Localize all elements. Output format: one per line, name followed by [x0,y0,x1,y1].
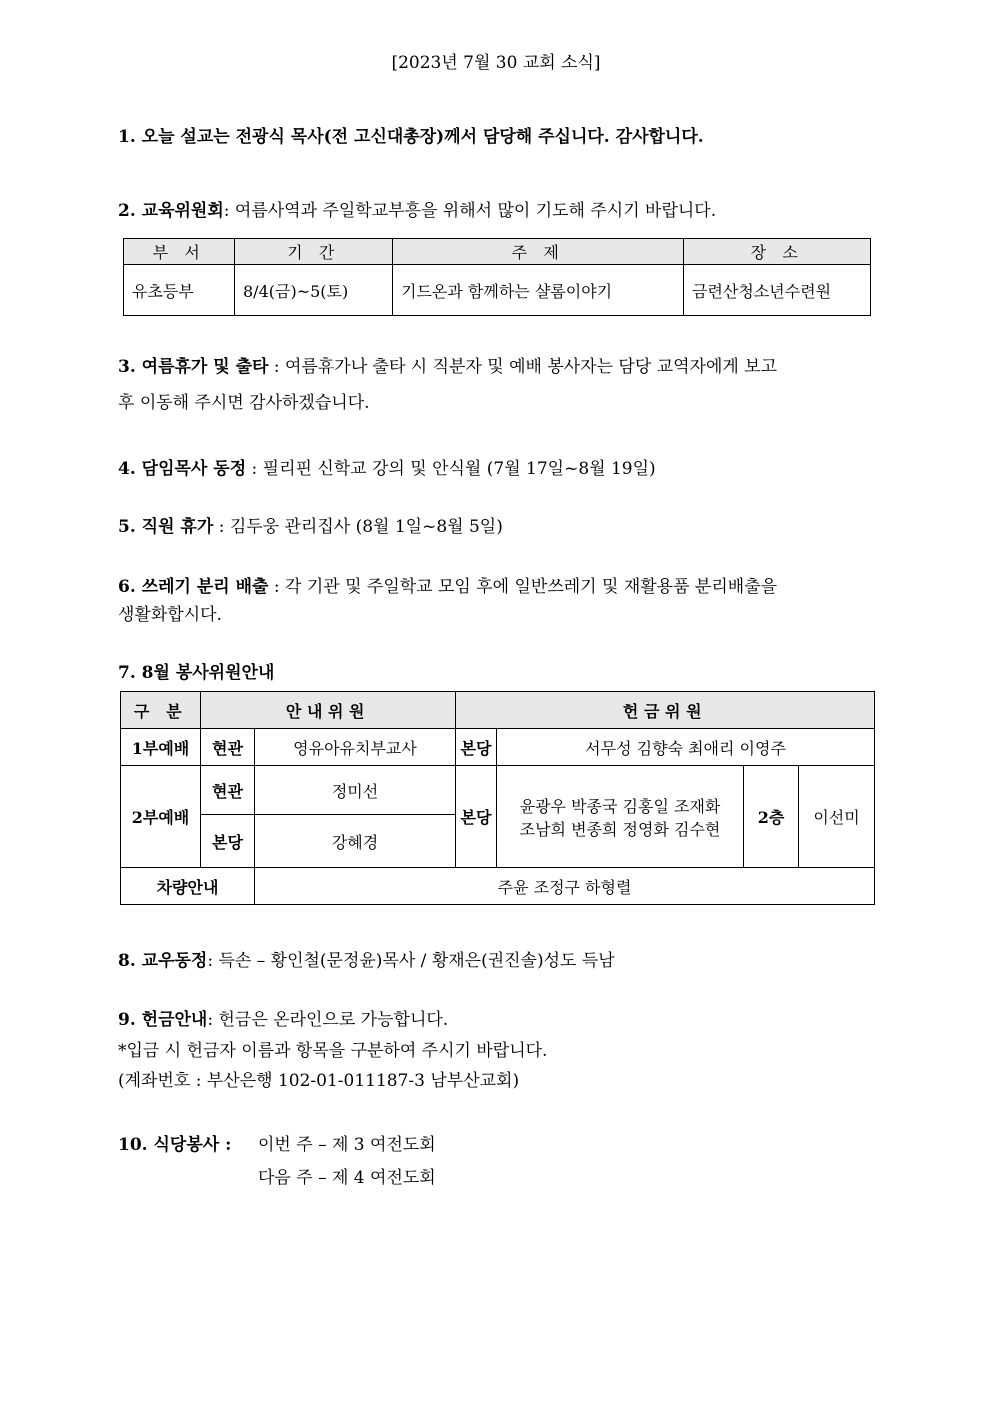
education-cell-period: 8/4(금)~5(토) [235,265,393,316]
item-7-label: 7. 8월 봉사위원안내 [118,663,275,683]
volunteer-row2-floor-name: 이선미 [799,766,875,868]
item-6-trash [118,572,777,597]
volunteer-row2-offering-names [497,766,744,868]
item-6-text-1: : 각 기관 및 주일학교 모임 후에 일반쓰레기 및 재활용품 분리배출을 [273,577,778,597]
item-10-line-1: 이번 주 – 제 3 여전도회 [258,1135,436,1155]
item-9-label: 9. 헌금안내 [118,1010,208,1030]
item-3-text-1: : 여름휴가나 출타 시 직분자 및 예배 봉사자는 담당 교역자에게 보고 [273,357,778,377]
item-10-label: 10. 식당봉사 : [118,1135,232,1155]
page-title: [2023년 7월 30 교회 소식] [391,53,601,73]
item-4-pastor [118,454,656,479]
item-5-label: 5. 직원 휴가 [118,517,214,537]
volunteer-row2-names-line1: 윤광우 박종국 김홍일 조재화 [519,796,721,816]
item-9-text: : 헌금은 온라인으로 가능합니다. [207,1010,449,1030]
item-4-label: 4. 담임목사 동정 [118,459,247,479]
volunteer-row2b-usher: 강혜경 [255,815,456,868]
volunteer-row1-service: 1부예배 [121,729,201,766]
item-3-text-2: 후 이동해 주시면 감사하겠습니다. [118,393,370,413]
education-header-period: 기 간 [235,239,393,265]
item-8-label: 8. 교우동정 [118,951,208,971]
volunteer-row2-floor: 2층 [744,766,799,868]
item-5-text: : 김두웅 관리집사 (8월 1일~8월 5일) [218,517,503,537]
volunteer-header-offering: 헌금위원 [456,692,875,729]
item-1-sermon: 1. 오늘 설교는 전광식 목사(전 고신대총장)께서 담당해 주십니다. 감사합니다. [118,127,704,147]
item-2-education [118,196,716,221]
volunteer-row1-place: 현관 [201,729,255,766]
volunteer-header-usher: 안내위원 [201,692,456,729]
education-table [123,238,871,316]
education-cell-place: 금련산청소년수련원 [684,265,871,316]
volunteer-row2-offering-place: 본당 [456,766,497,868]
item-10-line-2: 다음 주 – 제 4 여전도회 [258,1168,436,1188]
volunteer-row2b-place: 본당 [201,815,255,868]
education-cell-dept: 유초등부 [124,265,235,316]
volunteer-row2-service: 2부예배 [121,766,201,868]
education-header-place: 장 소 [684,239,871,265]
item-8-text: : 득손 – 황인철(문정윤)목사 / 황재은(권진솔)성도 득남 [207,951,615,971]
education-header-theme: 주 제 [393,239,684,265]
education-header-dept: 부 서 [124,239,235,265]
volunteer-row3-names: 주윤 조정구 하형렬 [255,868,875,905]
item-9-offering [118,1005,448,1030]
item-3-vacation [118,352,777,377]
item-9-line-3: (계좌번호 : 부산은행 102-01-011187-3 남부산교회) [118,1071,520,1091]
item-8-members [118,946,615,971]
item-9-line-2: *입금 시 헌금자 이름과 항목을 구분하여 주시기 바랍니다. [118,1041,548,1061]
volunteer-row1-usher: 영유아유치부교사 [255,729,456,766]
item-2-text: : 여름사역과 주일학교부흥을 위해서 많이 기도해 주시기 바랍니다. [223,201,717,221]
volunteer-row1-offering-names: 서무성 김향숙 최애리 이영주 [497,729,875,766]
item-6-text-2: 생활화합시다. [118,605,222,625]
volunteer-row3-label: 차량안내 [121,868,255,905]
volunteer-row1-offering-place: 본당 [456,729,497,766]
volunteer-row2a-usher: 정미선 [255,766,456,815]
education-cell-theme: 기드온과 함께하는 샬롬이야기 [393,265,684,316]
volunteer-table [120,691,875,905]
item-6-label: 6. 쓰레기 분리 배출 [118,577,269,597]
item-2-label: 2. 교육위원회 [118,201,224,221]
item-3-label: 3. 여름휴가 및 출타 [118,357,269,377]
volunteer-row2-names-line2: 조남희 변종희 정영화 김수현 [519,819,721,839]
item-4-text: : 필리핀 신학교 강의 및 안식월 (7월 17일~8월 19일) [251,459,656,479]
item-5-staff [118,512,503,537]
volunteer-header-category: 구 분 [121,692,201,729]
volunteer-row2a-place: 현관 [201,766,255,815]
